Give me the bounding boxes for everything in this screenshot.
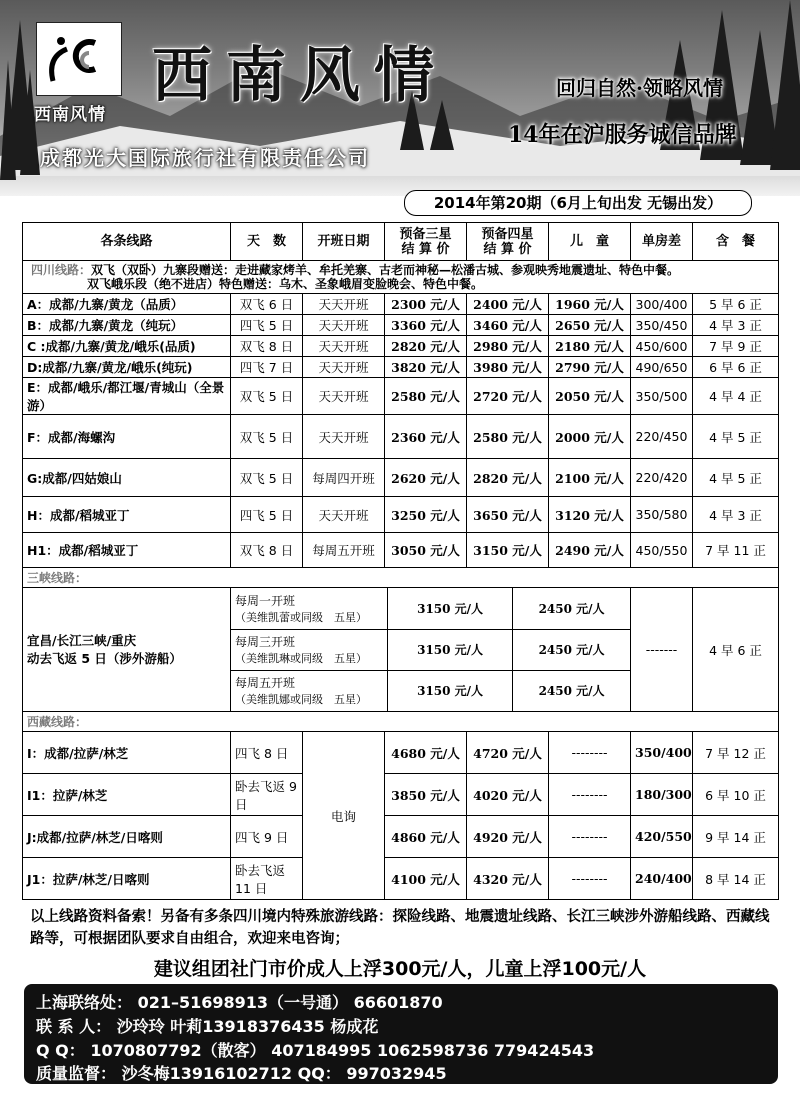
logo-caption: 西南风情 xyxy=(34,105,106,125)
price-child: 2490 元/人 xyxy=(549,533,631,568)
contact-line-supervision: 质量监督： 沙冬梅13916102712 QQ： 997032945 xyxy=(36,1064,447,1083)
price-4star: 4920 元/人 xyxy=(467,816,549,858)
price-child: 2650 元/人 xyxy=(549,315,631,336)
route-name: E：成都/峨乐/都江堰/青城山（全景游） xyxy=(23,378,231,415)
meals: 6 早 6 正 xyxy=(693,357,779,378)
meals: 8 早 14 正 xyxy=(693,858,779,900)
route-name: H：成都/稻城亚丁 xyxy=(23,497,231,533)
price-3star: 2300 元/人 xyxy=(385,294,467,315)
route-schedule: 每周五开班 xyxy=(303,533,385,568)
price-child: -------- xyxy=(549,816,631,858)
sailing-price: 3150 元/人 xyxy=(388,588,513,629)
price-3star: 2820 元/人 xyxy=(385,336,467,357)
price-child: -------- xyxy=(549,774,631,816)
price-4star: 2580 元/人 xyxy=(467,415,549,459)
col-header: 儿 童 xyxy=(549,223,631,261)
slogan: 回归自然·领略风情 xyxy=(556,76,723,100)
contact-line-office: 上海联络处： 021–51698913（一号通） 66601870 xyxy=(36,993,443,1012)
price-child: 3120 元/人 xyxy=(549,497,631,533)
route-days: 卧去飞返 9 日 xyxy=(231,774,303,816)
price-4star: 2720 元/人 xyxy=(467,378,549,415)
table-row xyxy=(23,816,779,858)
route-name: H1：成都/稻城亚丁 xyxy=(23,533,231,568)
table-row xyxy=(23,533,779,568)
route-days: 双飞 8 日 xyxy=(231,336,303,357)
route-name: A：成都/九寨/黄龙（品质） xyxy=(23,294,231,315)
price-4star: 4720 元/人 xyxy=(467,732,549,774)
route-schedule: 天天开班 xyxy=(303,357,385,378)
col-header: 天 数 xyxy=(231,223,303,261)
table-row xyxy=(23,497,779,533)
table-row xyxy=(23,315,779,336)
route-days: 四飞 5 日 xyxy=(231,315,303,336)
price-3star: 2620 元/人 xyxy=(385,459,467,497)
price-3star: 4100 元/人 xyxy=(385,858,467,900)
price-3star: 3360 元/人 xyxy=(385,315,467,336)
route-name: I1：拉萨/林芝 xyxy=(23,774,231,816)
price-4star: 2400 元/人 xyxy=(467,294,549,315)
meals: 9 早 14 正 xyxy=(693,816,779,858)
route-days: 卧去飞返 11 日 xyxy=(231,858,303,900)
route-name: C :成都/九寨/黄龙/峨乐(品质) xyxy=(23,336,231,357)
single-supplement: 350/580 xyxy=(631,497,693,533)
route-days: 双飞 5 日 xyxy=(231,378,303,415)
price-3star: 3820 元/人 xyxy=(385,357,467,378)
sailing-price: 3150 元/人 xyxy=(388,629,513,670)
sailing-schedule: 每周三开班 （美维凯琳或同级 五星） xyxy=(231,629,388,670)
price-4star: 3150 元/人 xyxy=(467,533,549,568)
price-child: 2180 元/人 xyxy=(549,336,631,357)
price-child: 2000 元/人 xyxy=(549,415,631,459)
sichuan-note-1: 双飞（双卧）九寨段赠送：走进藏家烤羊、牟托羌寨、古老而神秘—松潘古城、参观映秀地震遗址、特色中餐。 xyxy=(91,263,680,277)
single-supplement: 350/400 xyxy=(631,732,693,774)
route-days: 四飞 9 日 xyxy=(231,816,303,858)
route-schedule: 天天开班 xyxy=(303,378,385,415)
price-advice: 建议组团社门市价成人上浮300元/人，儿童上浮100元/人 xyxy=(153,958,647,980)
sailing-child-price: 2450 元/人 xyxy=(513,588,630,629)
price-4star: 3650 元/人 xyxy=(467,497,549,533)
price-child: 1960 元/人 xyxy=(549,294,631,315)
route-days: 双飞 8 日 xyxy=(231,533,303,568)
price-4star: 2820 元/人 xyxy=(467,459,549,497)
single-supplement: 350/450 xyxy=(631,315,693,336)
route-schedule: 天天开班 xyxy=(303,415,385,459)
route-name: J1：拉萨/林芝/日喀则 xyxy=(23,858,231,900)
sailing-price: 3150 元/人 xyxy=(388,670,513,711)
note-paragraph: 以上线路资料备索！另备有多条四川境内特殊旅游线路：探险线路、地震遗址线路、长江三峡涉外游船线路、西藏线路等，可根据团队要求自由组合，欢迎来电咨询； xyxy=(30,909,770,947)
sailing-child-price: 2450 元/人 xyxy=(513,629,630,670)
sailing-row xyxy=(231,670,630,711)
route-schedule: 天天开班 xyxy=(303,294,385,315)
sailing-child-price: 2450 元/人 xyxy=(538,684,605,699)
col-header: 预备四星 结 算 价 xyxy=(467,223,549,261)
meals: 4 早 5 正 xyxy=(693,415,779,459)
table-row xyxy=(23,294,779,315)
route-name: F：成都/海螺沟 xyxy=(23,415,231,459)
route-schedule: 天天开班 xyxy=(303,315,385,336)
single-supplement: 420/550 xyxy=(631,816,693,858)
single-supplement: 300/400 xyxy=(631,294,693,315)
route-days: 四飞 7 日 xyxy=(231,357,303,378)
section-row xyxy=(23,712,779,732)
col-header: 各条线路 xyxy=(23,223,231,261)
sichuan-note-2: 双飞峨乐段（绝不进店）特色赠送：乌木、圣象峨眉变脸晚会、特色中餐。 xyxy=(87,277,484,291)
sanxia-sailings xyxy=(231,588,631,712)
route-days: 双飞 6 日 xyxy=(231,294,303,315)
price-3star: 3050 元/人 xyxy=(385,533,467,568)
price-child: -------- xyxy=(549,858,631,900)
price-4star: 3460 元/人 xyxy=(467,315,549,336)
price-3star: 2360 元/人 xyxy=(385,415,467,459)
price-3star: 3250 元/人 xyxy=(385,497,467,533)
price-4star: 4320 元/人 xyxy=(467,858,549,900)
meals: 4 早 4 正 xyxy=(693,378,779,415)
table-row xyxy=(23,858,779,900)
price-4star: 2980 元/人 xyxy=(467,336,549,357)
single-supplement: 180/300 xyxy=(631,774,693,816)
section-label: 三峡线路： xyxy=(23,568,779,588)
route-days: 双飞 5 日 xyxy=(231,459,303,497)
issue-badge: 2014年第20期（6月上旬出发 无锡出发） xyxy=(404,190,752,216)
meals: 6 早 10 正 xyxy=(693,774,779,816)
meals: 7 早 9 正 xyxy=(693,336,779,357)
brand-title: 西南风情 xyxy=(152,41,448,111)
price-3star: 3850 元/人 xyxy=(385,774,467,816)
table-row xyxy=(23,357,779,378)
col-header: 预备三星 结 算 价 xyxy=(385,223,467,261)
table-row xyxy=(23,774,779,816)
table-row xyxy=(23,588,779,712)
section-label: 四川线路： xyxy=(31,263,92,277)
route-schedule: 每周四开班 xyxy=(303,459,385,497)
company-logo xyxy=(36,22,122,96)
price-4star: 4020 元/人 xyxy=(467,774,549,816)
sailing-row xyxy=(231,588,630,629)
price-3star: 4860 元/人 xyxy=(385,816,467,858)
section-label: 西藏线路： xyxy=(23,712,779,732)
section-row xyxy=(23,568,779,588)
single-supplement: 450/550 xyxy=(631,533,693,568)
meals: 4 早 6 正 xyxy=(693,588,779,712)
sichuan-notes-row xyxy=(23,261,779,294)
table-row xyxy=(23,459,779,497)
route-days: 四飞 5 日 xyxy=(231,497,303,533)
price-child: 2790 元/人 xyxy=(549,357,631,378)
single-supplement: 240/400 xyxy=(631,858,693,900)
single-supplement: 450/600 xyxy=(631,336,693,357)
table-row xyxy=(23,732,779,774)
sailing-row xyxy=(231,629,630,670)
contact-panel xyxy=(24,984,778,1084)
price-child: 2050 元/人 xyxy=(549,378,631,415)
single-supplement: 220/420 xyxy=(631,459,693,497)
price-4star: 3980 元/人 xyxy=(467,357,549,378)
meals: 7 早 12 正 xyxy=(693,732,779,774)
price-3star: 2580 元/人 xyxy=(385,378,467,415)
sailing-schedule: 每周一开班 （美维凯蕾或同级 五星） xyxy=(231,588,388,629)
single-supplement: 220/450 xyxy=(631,415,693,459)
route-name: 宜昌/长江三峡/重庆 动去飞返 5 日（涉外游船） xyxy=(23,588,231,712)
route-schedule: 天天开班 xyxy=(303,497,385,533)
route-price-table xyxy=(22,222,779,900)
route-name: D:成都/九寨/黄龙/峨乐(纯玩) xyxy=(23,357,231,378)
meals: 4 早 3 正 xyxy=(693,315,779,336)
col-header: 含 餐 xyxy=(693,223,779,261)
table-row xyxy=(23,336,779,357)
route-schedule: 天天开班 xyxy=(303,336,385,357)
meals: 4 早 3 正 xyxy=(693,497,779,533)
table-header-row xyxy=(23,223,779,261)
route-days: 四飞 8 日 xyxy=(231,732,303,774)
route-name: I：成都/拉萨/林芝 xyxy=(23,732,231,774)
table-row xyxy=(23,378,779,415)
col-header: 单房差 xyxy=(631,223,693,261)
sailing-schedule: 每周五开班 （美维凯娜或同级 五星） xyxy=(231,670,388,711)
single-supplement: 350/500 xyxy=(631,378,693,415)
single-supplement: 490/650 xyxy=(631,357,693,378)
route-schedule: 电询 xyxy=(303,732,385,900)
meals: 4 早 5 正 xyxy=(693,459,779,497)
price-child: -------- xyxy=(549,732,631,774)
meals: 7 早 11 正 xyxy=(693,533,779,568)
header-banner xyxy=(0,0,800,196)
price-3star: 4680 元/人 xyxy=(385,732,467,774)
company-name: 成都光大国际旅行社有限责任公司 xyxy=(40,146,370,170)
col-header: 开班日期 xyxy=(303,223,385,261)
route-name: G:成都/四姑娘山 xyxy=(23,459,231,497)
contact-line-qq: Q Q： 1070807792（散客） 407184995 1062598736 779424543 xyxy=(36,1041,595,1060)
route-name: B：成都/九寨/黄龙（纯玩） xyxy=(23,315,231,336)
route-name: J:成都/拉萨/林芝/日喀则 xyxy=(23,816,231,858)
price-child: 2100 元/人 xyxy=(549,459,631,497)
meals: 5 早 6 正 xyxy=(693,294,779,315)
brand-years: 14年在沪服务诚信品牌 xyxy=(508,122,737,148)
single-supplement: ------- xyxy=(631,588,693,712)
route-days: 双飞 5 日 xyxy=(231,415,303,459)
table-row xyxy=(23,415,779,459)
contact-line-person: 联 系 人： 沙玲玲 叶莉13918376435 杨成花 xyxy=(36,1017,379,1036)
